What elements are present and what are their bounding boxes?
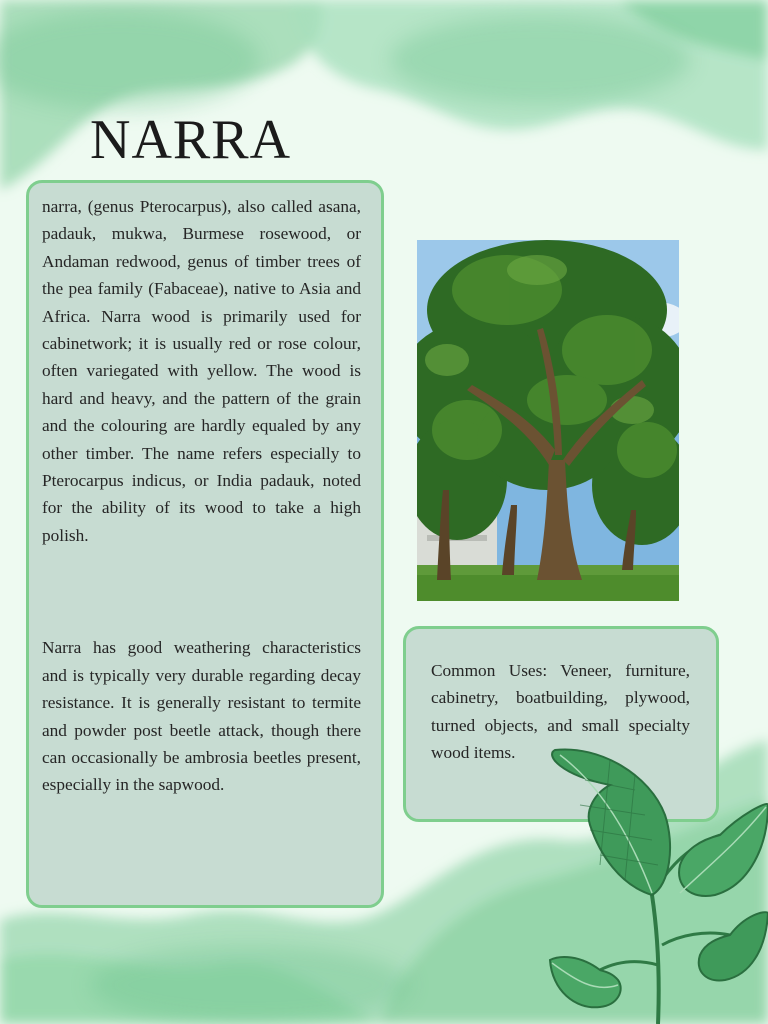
common-uses-text: Common Uses: Veneer, furniture, cabinetry, boatbuilding, plywood, turned objects, and small specialty wood items.: [431, 661, 690, 763]
description-card: [26, 180, 384, 908]
leaf-branch-icon: [540, 745, 768, 1024]
narra-tree-photo: [417, 240, 679, 601]
description-paragraph-1: narra, (genus Pterocarpus), also called asana, padauk, mukwa, Burmese rosewood, or Andaman redwood, genus of timber trees of the pea family (Fabaceae), native to Asia and Africa. Narra wood is primarily used for cabinetwork; it is usually red or rose colour, often variegated with yellow. The wood is hard and heavy, and the pattern of the grain and the colouring are hardly equaled by any other timber. The name refers especially to Pterocarpus indicus, or India padauk, noted for the ability of its wood to take a high polish.: [42, 197, 361, 545]
page-title: NARRA: [90, 109, 292, 171]
paragraph-spacer: [42, 549, 361, 634]
description-paragraph-2: Narra has good weathering characteristics and is typically very durable regarding decay resistance. It is generally resistant to termite and powder post beetle attack, though there can occasionally be ambrosia beetles present, especially in the sapwood.: [42, 638, 361, 795]
